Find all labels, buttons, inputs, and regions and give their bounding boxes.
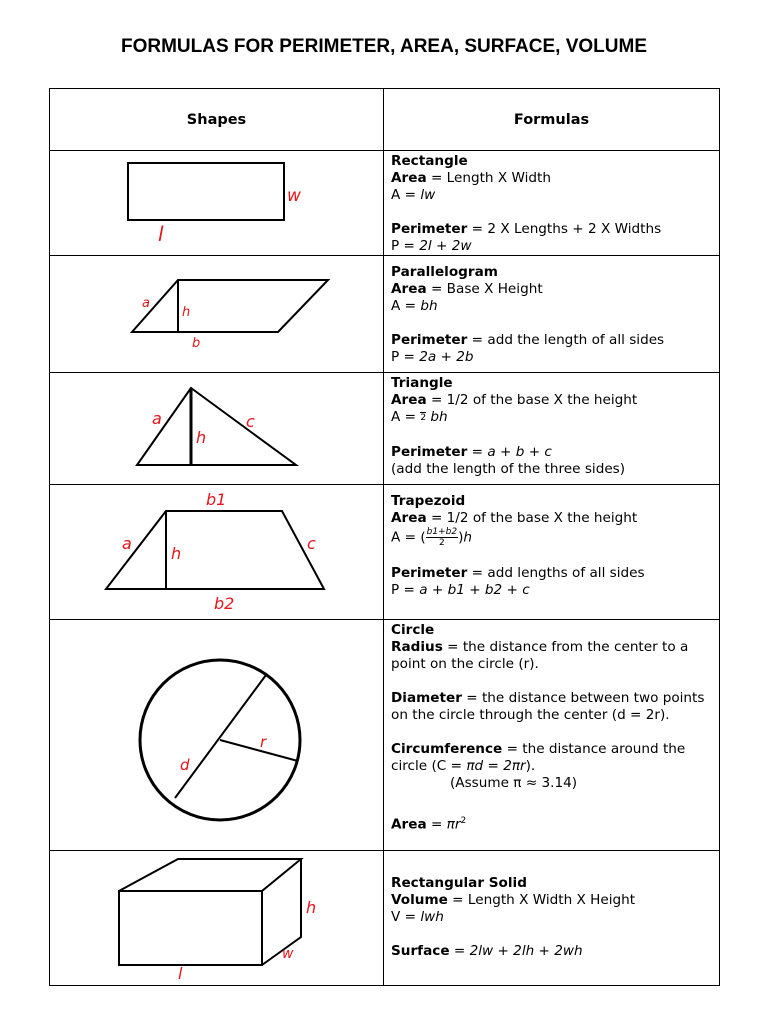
formulas-header: Formulas bbox=[384, 89, 720, 151]
trapezoid-a-prefix: A = ( bbox=[391, 529, 426, 546]
parallelogram-a-prefix: A = bbox=[391, 298, 421, 314]
triangle-area-label: Area bbox=[391, 392, 427, 408]
parallelogram-p-formula: 2a + 2b bbox=[419, 349, 474, 365]
solid-l-label: l bbox=[178, 964, 183, 983]
circle-circumference-label: Circumference bbox=[391, 741, 503, 757]
formulas-table bbox=[49, 88, 720, 986]
rectangle-p-formula: 2l + 2w bbox=[419, 238, 472, 254]
circle-d-label: d bbox=[180, 756, 190, 774]
triangle-figure bbox=[50, 373, 383, 484]
rectangle-row bbox=[50, 151, 720, 256]
trapezoid-p-formula: a + b1 + b2 + c bbox=[419, 582, 530, 598]
circle-figure bbox=[50, 620, 383, 850]
solid-surface-eq: = bbox=[449, 943, 470, 959]
parallelogram-perimeter-label: Perimeter bbox=[391, 332, 468, 348]
triangle-c-label: c bbox=[246, 412, 255, 431]
header-row bbox=[50, 89, 720, 151]
rectangle-w-label: w bbox=[287, 186, 301, 206]
rectangle-perimeter-label: Perimeter bbox=[391, 221, 468, 237]
triangle-perimeter-label: Perimeter bbox=[391, 444, 468, 460]
circle-radius-line bbox=[220, 740, 298, 761]
parallelogram-b-label: b bbox=[192, 336, 201, 351]
rectangle-a-formula: lw bbox=[420, 187, 436, 203]
parallelogram-a-formula: bh bbox=[420, 298, 438, 314]
solid-v-formula: lwh bbox=[420, 909, 444, 925]
shapes-header: Shapes bbox=[50, 89, 384, 151]
triangle-area-text: = 1/2 of the base X the height bbox=[426, 392, 638, 408]
parallelogram-row bbox=[50, 256, 720, 373]
trapezoid-row bbox=[50, 485, 720, 620]
triangle-shape-cell bbox=[50, 373, 384, 485]
circle-circ-text-1: = the distance around the circle (C = bbox=[391, 741, 686, 774]
parallelogram-outline bbox=[132, 280, 328, 332]
rectangle-outline bbox=[128, 163, 284, 220]
solid-w-label: w bbox=[282, 946, 294, 962]
trapezoid-figure bbox=[50, 485, 383, 619]
circle-row bbox=[50, 620, 720, 851]
parallelogram-formula-cell bbox=[384, 256, 720, 373]
solid-surface-label: Surface bbox=[391, 943, 450, 959]
circle-circ-eq: = bbox=[483, 758, 504, 774]
rectangle-p-prefix: P = bbox=[391, 238, 420, 254]
triangle-row bbox=[50, 373, 720, 485]
circle-area-formula: πr bbox=[446, 816, 461, 833]
rectangle-name: Rectangle bbox=[391, 153, 468, 169]
triangle-a-frac-den: 2 bbox=[420, 412, 427, 423]
trapezoid-h-label: h bbox=[171, 544, 182, 563]
solid-name: Rectangular Solid bbox=[391, 875, 527, 891]
circle-shape-cell bbox=[50, 620, 384, 851]
triangle-a-formula: bh bbox=[426, 409, 448, 425]
trapezoid-outline bbox=[106, 511, 324, 589]
solid-front-face bbox=[119, 891, 262, 965]
triangle-perimeter-text: = bbox=[467, 444, 488, 460]
trapezoid-p-prefix: P = bbox=[391, 582, 420, 598]
triangle-name: Triangle bbox=[391, 375, 453, 391]
solid-formula-cell bbox=[384, 851, 720, 986]
solid-h-label: h bbox=[306, 898, 317, 917]
trapezoid-area-text: = 1/2 of the base X the height bbox=[426, 510, 638, 526]
trapezoid-c-label: c bbox=[307, 534, 316, 553]
circle-radius-label: Radius bbox=[391, 639, 443, 655]
solid-volume-label: Volume bbox=[391, 892, 448, 908]
trapezoid-b1-label: b1 bbox=[206, 490, 227, 509]
circle-area-label: Area bbox=[391, 816, 427, 833]
trapezoid-name: Trapezoid bbox=[391, 493, 466, 509]
parallelogram-name: Parallelogram bbox=[391, 264, 498, 280]
rectangle-perimeter-text: = 2 X Lengths + 2 X Widths bbox=[467, 221, 662, 237]
circle-r-label: r bbox=[260, 733, 267, 751]
solid-v-prefix: V = bbox=[391, 909, 421, 925]
solid-volume-text: = Length X Width X Height bbox=[447, 892, 636, 908]
rectangle-area-label: Area bbox=[391, 170, 427, 186]
rectangle-l-label: l bbox=[158, 222, 164, 246]
trapezoid-a-frac-num: b1+b2 bbox=[426, 527, 458, 537]
solid-figure bbox=[50, 851, 383, 985]
rectangle-area-text: = Length X Width bbox=[426, 170, 551, 186]
parallelogram-figure bbox=[50, 256, 383, 372]
circle-circ-end: ). bbox=[525, 758, 536, 774]
trapezoid-perimeter-label: Perimeter bbox=[391, 565, 468, 581]
circle-area-exponent: 2 bbox=[460, 816, 467, 826]
trapezoid-a-fraction bbox=[426, 527, 458, 548]
circle-area-eq: = bbox=[426, 816, 447, 833]
page-title: FORMULAS FOR PERIMETER, AREA, SURFACE, VOLUME bbox=[120, 36, 648, 57]
circle-radius-text: = the distance from the center to a point on the circle (r). bbox=[391, 639, 689, 672]
solid-shape-cell bbox=[50, 851, 384, 986]
rectangle-formula-cell bbox=[384, 151, 720, 256]
parallelogram-h-label: h bbox=[182, 305, 191, 320]
trapezoid-a-label: a bbox=[122, 534, 132, 553]
trapezoid-a-frac-den: 2 bbox=[438, 538, 445, 548]
parallelogram-p-prefix: P = bbox=[391, 349, 420, 365]
triangle-formula-cell bbox=[384, 373, 720, 485]
solid-surface-formula: 2lw + 2lh + 2wh bbox=[469, 943, 583, 959]
solid-top-face bbox=[119, 859, 301, 891]
parallelogram-a-label: a bbox=[142, 296, 150, 311]
triangle-a-label: a bbox=[152, 409, 162, 428]
parallelogram-area-text: = Base X Height bbox=[426, 281, 543, 297]
circle-diameter-line bbox=[175, 675, 266, 798]
triangle-a-prefix: A = bbox=[391, 409, 421, 425]
circle-circ-pi-d: πd bbox=[466, 758, 484, 774]
rectangle-figure bbox=[50, 151, 383, 253]
parallelogram-area-label: Area bbox=[391, 281, 427, 297]
trapezoid-a-suffix: ) bbox=[458, 529, 464, 546]
circle-circ-2pir: 2πr bbox=[503, 758, 526, 774]
rectangle-shape-cell bbox=[50, 151, 384, 256]
trapezoid-area-label: Area bbox=[391, 510, 427, 526]
trapezoid-b2-label: b2 bbox=[214, 594, 235, 613]
trapezoid-shape-cell bbox=[50, 485, 384, 620]
circle-diameter-label: Diameter bbox=[391, 690, 462, 706]
solid-row bbox=[50, 851, 720, 986]
circle-diameter-text: = the distance between two points on the circle through the center (d = 2r). bbox=[391, 690, 705, 723]
circle-formula-cell bbox=[384, 620, 720, 851]
trapezoid-formula-cell bbox=[384, 485, 720, 620]
parallelogram-shape-cell bbox=[50, 256, 384, 373]
trapezoid-perimeter-text: = add lengths of all sides bbox=[467, 565, 645, 581]
parallelogram-perimeter-text: = add the length of all sides bbox=[467, 332, 665, 348]
trapezoid-a-formula: h bbox=[463, 529, 472, 546]
triangle-p-formula: a + b + c bbox=[487, 444, 552, 460]
rectangle-a-prefix: A = bbox=[391, 187, 421, 203]
triangle-p-note: (add the length of the three sides) bbox=[391, 461, 626, 477]
triangle-h-label: h bbox=[196, 428, 207, 447]
circle-assume: (Assume π ≈ 3.14) bbox=[450, 775, 578, 791]
circle-name: Circle bbox=[391, 622, 435, 638]
